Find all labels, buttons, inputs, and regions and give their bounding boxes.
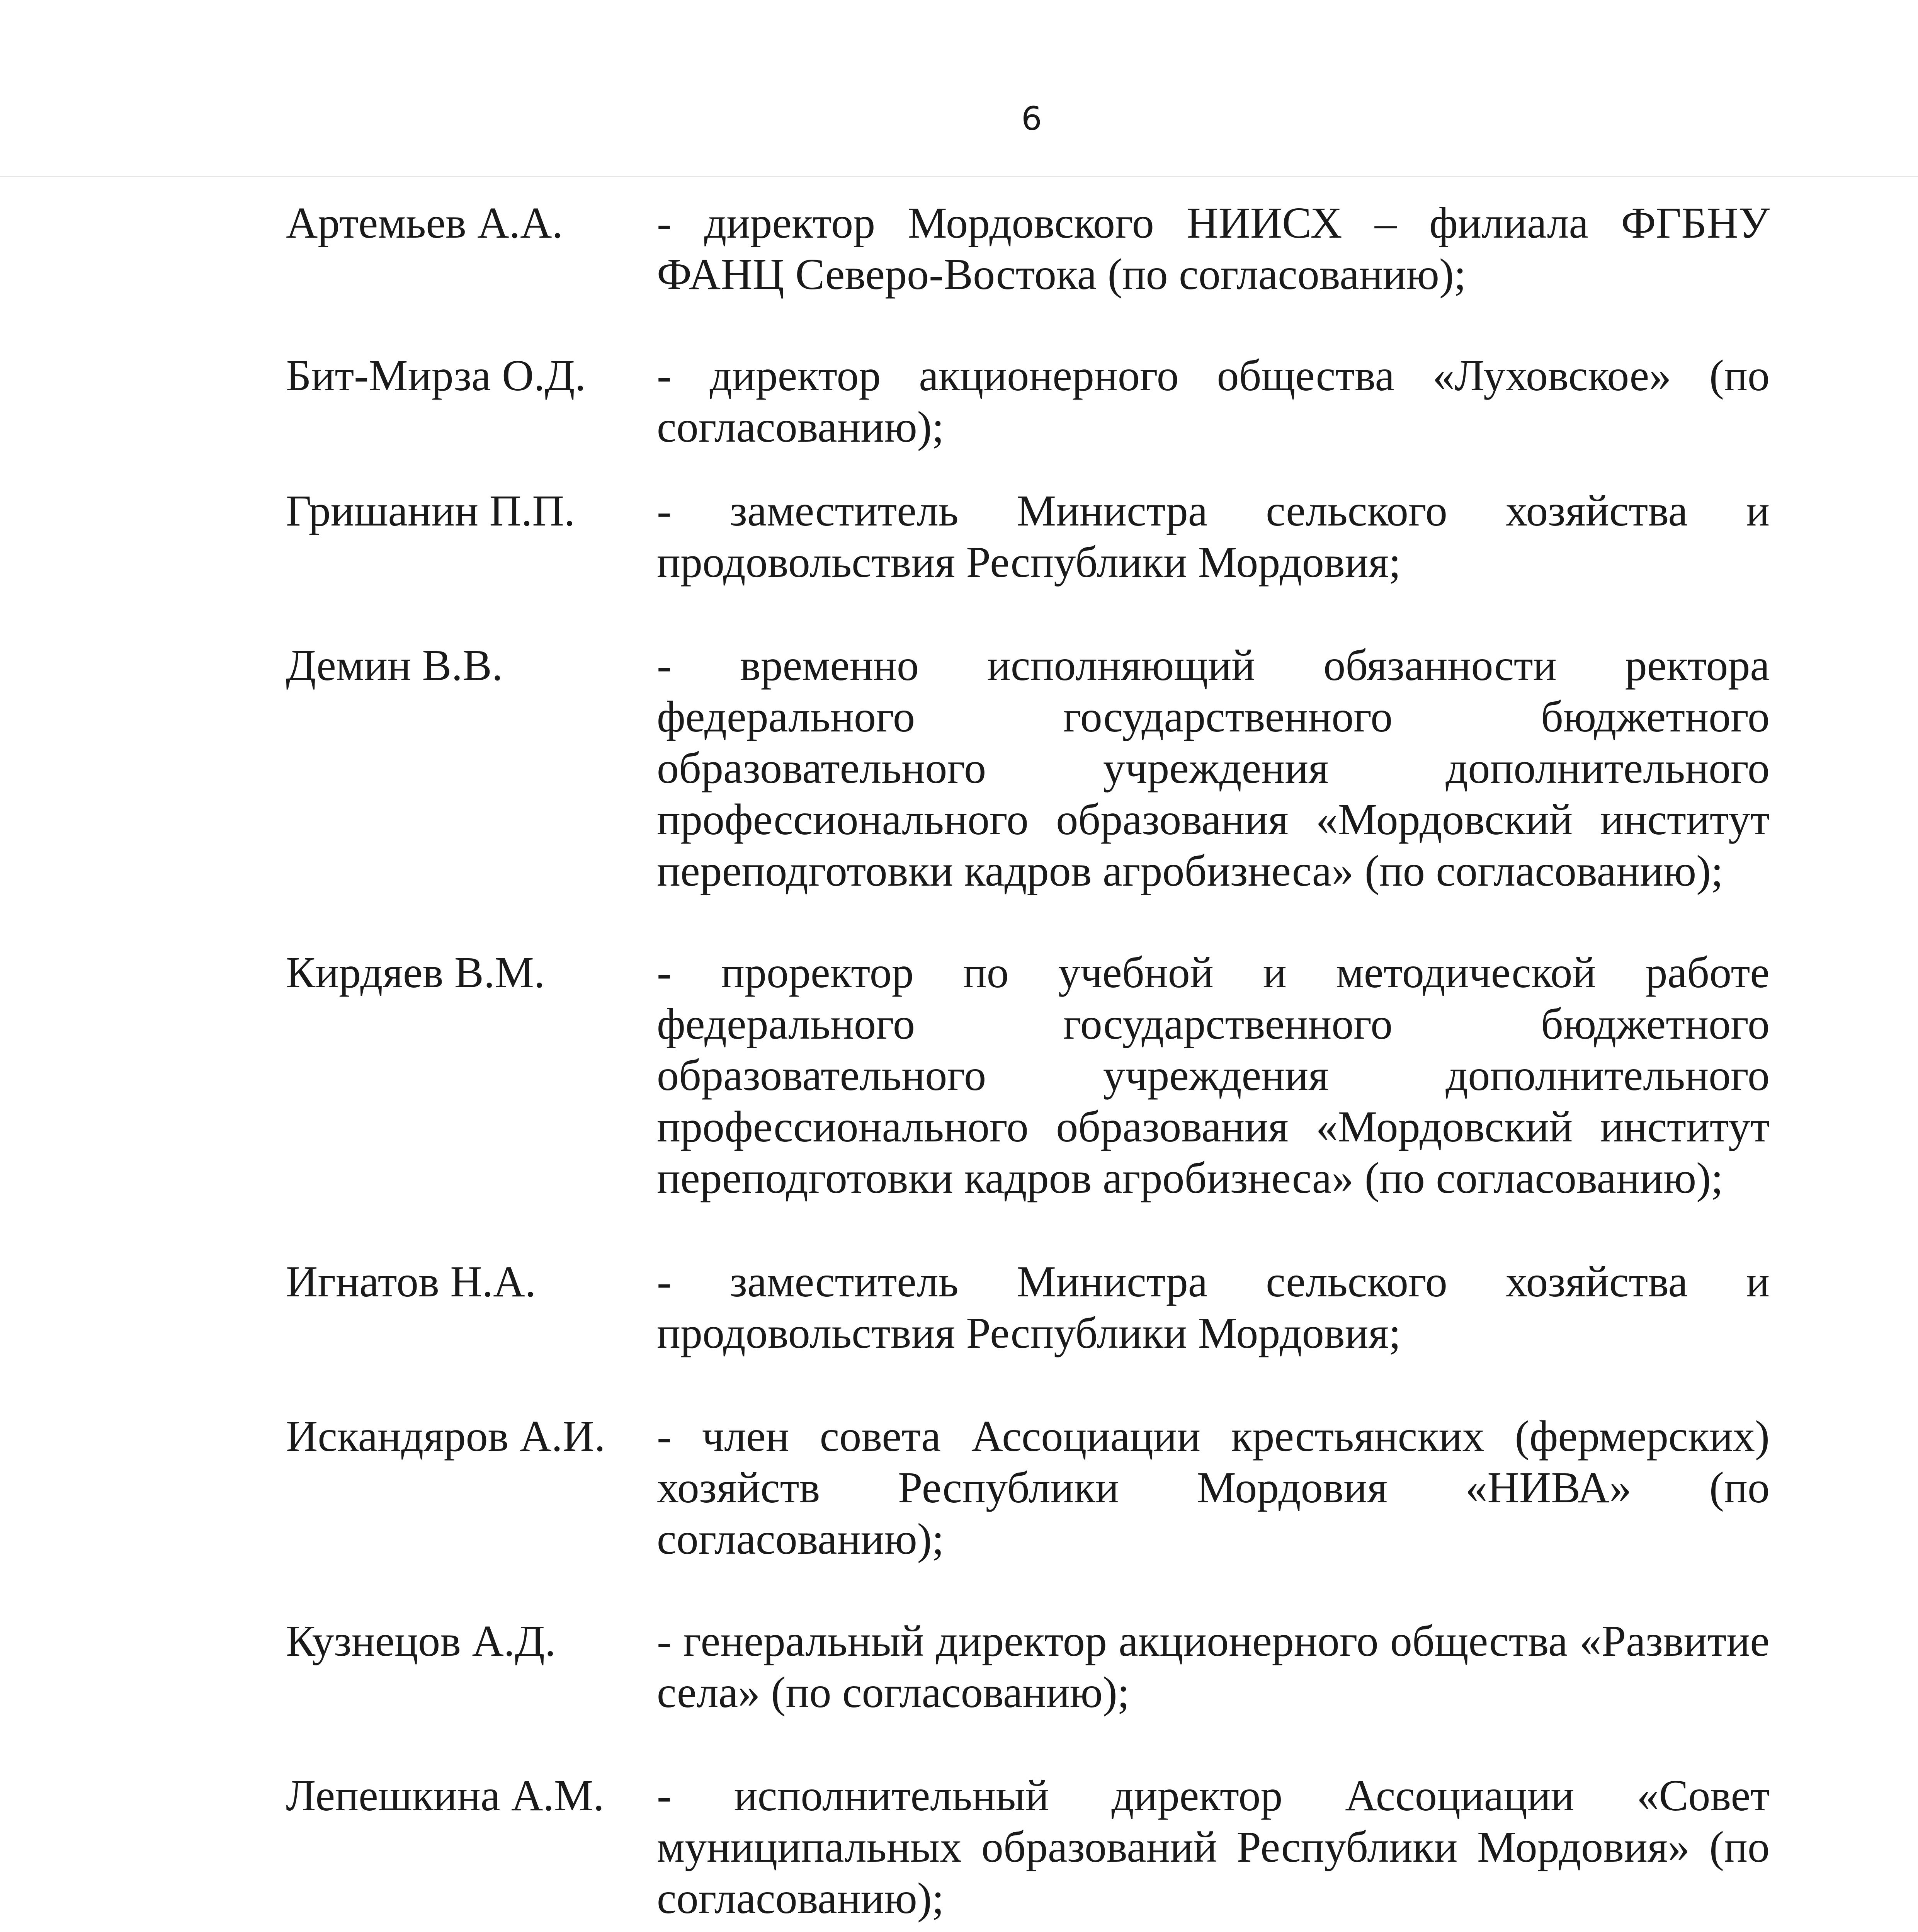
member-entry <box>286 1770 1770 1932</box>
page-number: 6 <box>1021 100 1042 138</box>
member-name: Кузнецов А.Д. <box>286 1616 556 1665</box>
member-role: - генеральный директор акционерного общества «Развитие села» (по согласованию); <box>657 1616 1770 1717</box>
member-entry <box>286 947 1770 1202</box>
member-name: Лепешкина А.М. <box>286 1771 604 1820</box>
member-entry <box>286 1410 1770 1642</box>
member-role: - директор Мордовского НИИСХ – филиала ФГБНУ ФАНЦ Северо-Востока (по согласованию); <box>657 198 1770 299</box>
member-role: - директор акционерного общества «Луховское» (по согласованию); <box>657 351 1770 451</box>
member-role: - проректор по учебной и методической работе федерального государственного бюджетного образовательного учреждения дополнительного профессионального образования «Мордовский институт переподготовки кадров агробизнеса» (по согласованию); <box>657 948 1770 1202</box>
member-name: Демин В.В. <box>286 641 503 690</box>
member-name: Искандяров А.И. <box>286 1412 605 1461</box>
member-name: Игнатов Н.А. <box>286 1257 536 1306</box>
member-role: - член совета Ассоциации крестьянских (фермерских) хозяйств Республики Мордовия «НИВА» (по согласованию); <box>657 1412 1770 1563</box>
member-name: Гришанин П.П. <box>286 486 575 535</box>
member-role: - исполнительный директор Ассоциации «Совет муниципальных образований Республики Мордовия» (по согласованию); <box>657 1771 1770 1923</box>
member-name: Бит-Мирза О.Д. <box>286 351 586 400</box>
member-name: Кирдяев В.М. <box>286 948 545 997</box>
member-name: Артемьев А.А. <box>286 198 563 247</box>
member-role: - заместитель Министра сельского хозяйства и продовольствия Республики Мордовия; <box>657 1257 1770 1357</box>
member-entry <box>286 639 1770 895</box>
member-role: - заместитель Министра сельского хозяйства и продовольствия Республики Мордовия; <box>657 486 1770 587</box>
member-role: - временно исполняющий обязанности ректора федерального государственного бюджетного образовательного учреждения дополнительного профессионального образования «Мордовский институт переподготовки кадров агробизнеса» (по согласованию); <box>657 641 1770 895</box>
